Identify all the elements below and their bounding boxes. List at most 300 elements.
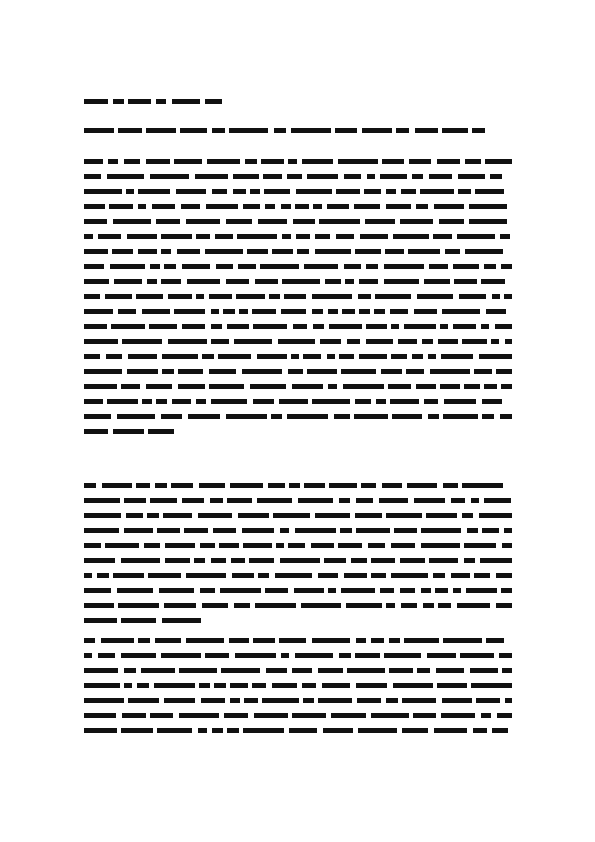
text-line: [84, 278, 512, 286]
illegible-word: [238, 513, 269, 518]
illegible-word: [235, 653, 276, 658]
illegible-word: [500, 414, 512, 419]
illegible-word: [271, 414, 282, 419]
illegible-word: [401, 603, 417, 608]
illegible-word: [150, 498, 177, 503]
illegible-word: [324, 558, 346, 563]
illegible-word: [423, 603, 434, 608]
illegible-word: [501, 588, 512, 593]
illegible-word: [269, 294, 280, 299]
illegible-word: [490, 174, 502, 179]
illegible-word: [236, 294, 265, 299]
illegible-word: [408, 249, 440, 254]
illegible-word: [433, 234, 452, 239]
illegible-word: [284, 294, 306, 299]
illegible-word: [295, 204, 309, 209]
illegible-word: [257, 498, 292, 503]
illegible-word: [391, 573, 428, 578]
illegible-word: [479, 354, 512, 359]
illegible-word: [496, 603, 512, 608]
illegible-word: [386, 698, 398, 703]
illegible-word: [364, 189, 381, 194]
illegible-word: [250, 189, 260, 194]
illegible-word: [84, 483, 96, 488]
illegible-word: [266, 668, 287, 673]
illegible-word: [216, 264, 233, 269]
illegible-word: [409, 159, 431, 164]
illegible-word: [182, 324, 205, 329]
illegible-word: [164, 264, 176, 269]
illegible-word: [247, 249, 268, 254]
illegible-word: [345, 279, 354, 284]
illegible-word: [434, 728, 467, 733]
illegible-word: [234, 339, 272, 344]
illegible-word: [380, 174, 407, 179]
illegible-word: [367, 174, 375, 179]
illegible-word: [105, 294, 132, 299]
illegible-word: [243, 543, 272, 548]
illegible-word: [105, 543, 139, 548]
illegible-word: [226, 219, 252, 224]
illegible-word: [263, 174, 282, 179]
illegible-word: [312, 638, 350, 643]
illegible-word: [278, 339, 315, 344]
illegible-word: [375, 294, 411, 299]
illegible-word: [110, 264, 145, 269]
illegible-word: [412, 174, 423, 179]
illegible-word: [250, 384, 286, 389]
illegible-word: [124, 159, 140, 164]
illegible-word: [421, 543, 460, 548]
illegible-word: [334, 414, 350, 419]
illegible-word: [84, 653, 92, 658]
illegible-word: [416, 204, 428, 209]
illegible-word: [155, 638, 181, 643]
illegible-word: [161, 414, 182, 419]
illegible-word: [162, 369, 174, 374]
illegible-word: [84, 618, 117, 623]
illegible-word: [279, 638, 306, 643]
illegible-word: [205, 249, 243, 254]
illegible-word: [230, 698, 240, 703]
illegible-word: [124, 668, 136, 673]
illegible-word: [84, 513, 121, 518]
illegible-word: [84, 399, 103, 404]
text-line: [84, 542, 512, 550]
illegible-word: [196, 234, 210, 239]
illegible-word: [329, 483, 357, 488]
illegible-word: [355, 653, 380, 658]
illegible-word: [148, 429, 174, 434]
illegible-word: [318, 668, 343, 673]
illegible-word: [453, 324, 476, 329]
illegible-word: [161, 279, 181, 284]
illegible-word: [482, 399, 502, 404]
illegible-word: [484, 498, 511, 503]
illegible-word: [282, 279, 320, 284]
title-line: [84, 98, 512, 106]
illegible-word: [84, 279, 109, 284]
illegible-word: [312, 294, 352, 299]
illegible-word: [304, 483, 325, 488]
illegible-word: [342, 309, 355, 314]
illegible-word: [254, 713, 288, 718]
illegible-word: [379, 498, 408, 503]
illegible-word: [272, 249, 293, 254]
illegible-word: [502, 668, 512, 673]
illegible-word: [226, 414, 267, 419]
illegible-word: [502, 543, 512, 548]
illegible-word: [282, 234, 291, 239]
illegible-word: [101, 638, 134, 643]
illegible-word: [207, 159, 240, 164]
illegible-word: [442, 128, 468, 133]
illegible-word: [339, 498, 350, 503]
illegible-word: [200, 588, 215, 593]
illegible-word: [98, 653, 115, 658]
illegible-word: [212, 189, 227, 194]
illegible-word: [355, 399, 371, 404]
illegible-word: [464, 384, 480, 389]
illegible-word: [84, 189, 122, 194]
illegible-word: [344, 573, 367, 578]
illegible-word: [124, 498, 146, 503]
illegible-word: [196, 399, 206, 404]
illegible-word: [398, 339, 417, 344]
illegible-word: [392, 414, 422, 419]
illegible-word: [273, 513, 310, 518]
illegible-word: [288, 159, 297, 164]
illegible-word: [168, 294, 192, 299]
illegible-word: [404, 638, 439, 643]
illegible-word: [391, 543, 415, 548]
illegible-word: [458, 174, 485, 179]
illegible-word: [390, 309, 408, 314]
illegible-word: [84, 558, 115, 563]
illegible-word: [437, 683, 467, 688]
illegible-word: [200, 543, 215, 548]
illegible-word: [147, 279, 157, 284]
illegible-word: [142, 399, 152, 404]
illegible-word: [346, 603, 382, 608]
illegible-word: [427, 653, 456, 658]
illegible-word: [404, 324, 436, 329]
illegible-word: [137, 683, 149, 688]
illegible-word: [184, 528, 208, 533]
illegible-word: [113, 573, 144, 578]
illegible-word: [361, 483, 376, 488]
illegible-word: [434, 204, 464, 209]
document-title: [84, 98, 512, 113]
illegible-word: [428, 354, 436, 359]
illegible-word: [414, 309, 437, 314]
illegible-word: [312, 309, 323, 314]
illegible-word: [187, 279, 220, 284]
illegible-word: [312, 399, 350, 404]
illegible-word: [429, 558, 458, 563]
illegible-word: [462, 339, 487, 344]
illegible-word: [98, 234, 121, 239]
illegible-word: [84, 588, 111, 593]
text-line: [84, 727, 512, 735]
illegible-word: [84, 638, 95, 643]
text-line: [84, 218, 512, 226]
illegible-word: [440, 384, 460, 389]
illegible-word: [84, 204, 105, 209]
illegible-word: [347, 339, 360, 344]
illegible-word: [295, 528, 336, 533]
illegible-word: [234, 603, 250, 608]
illegible-word: [457, 234, 495, 239]
illegible-word: [451, 498, 465, 503]
illegible-word: [437, 159, 460, 164]
illegible-word: [84, 384, 117, 389]
illegible-word: [142, 309, 170, 314]
illegible-word: [469, 219, 507, 224]
illegible-word: [138, 204, 146, 209]
illegible-word: [114, 279, 142, 284]
illegible-word: [371, 713, 409, 718]
illegible-word: [356, 528, 390, 533]
text-line: [84, 482, 512, 490]
illegible-word: [155, 483, 167, 488]
text-line: [84, 712, 512, 720]
illegible-word: [484, 384, 497, 389]
illegible-word: [162, 618, 201, 623]
illegible-word: [355, 249, 381, 254]
illegible-word: [212, 728, 223, 733]
illegible-word: [475, 189, 504, 194]
text-line: [84, 368, 512, 376]
illegible-word: [457, 603, 490, 608]
illegible-word: [343, 384, 384, 389]
illegible-word: [374, 309, 385, 314]
illegible-word: [466, 588, 497, 593]
illegible-word: [121, 558, 160, 563]
illegible-word: [84, 698, 124, 703]
illegible-word: [244, 698, 258, 703]
illegible-word: [391, 324, 399, 329]
illegible-word: [84, 159, 103, 164]
illegible-word: [362, 128, 392, 133]
illegible-word: [126, 513, 143, 518]
illegible-word: [394, 528, 417, 533]
illegible-word: [340, 528, 352, 533]
illegible-word: [384, 264, 424, 269]
illegible-word: [505, 698, 512, 703]
illegible-word: [198, 513, 232, 518]
illegible-word: [499, 653, 512, 658]
illegible-word: [292, 713, 326, 718]
illegible-word: [401, 189, 416, 194]
illegible-word: [84, 603, 114, 608]
illegible-word: [295, 653, 333, 658]
illegible-word: [127, 234, 157, 239]
illegible-word: [280, 558, 320, 563]
illegible-word: [443, 483, 458, 488]
illegible-word: [413, 713, 436, 718]
illegible-word: [161, 249, 171, 254]
illegible-word: [357, 698, 381, 703]
illegible-word: [209, 369, 236, 374]
illegible-word: [146, 159, 170, 164]
illegible-word: [293, 324, 307, 329]
text-line: [84, 353, 512, 361]
illegible-word: [224, 713, 248, 718]
illegible-word: [336, 189, 360, 194]
illegible-word: [288, 543, 305, 548]
illegible-word: [400, 219, 433, 224]
illegible-word: [402, 698, 436, 703]
illegible-word: [454, 279, 477, 284]
illegible-word: [389, 638, 400, 643]
text-line: [84, 203, 512, 211]
illegible-word: [84, 713, 116, 718]
illegible-word: [124, 683, 132, 688]
illegible-word: [209, 384, 244, 389]
illegible-word: [258, 573, 269, 578]
illegible-word: [186, 219, 220, 224]
illegible-word: [226, 279, 249, 284]
illegible-word: [296, 234, 310, 239]
illegible-word: [275, 573, 312, 578]
illegible-word: [232, 573, 254, 578]
illegible-word: [311, 543, 334, 548]
illegible-word: [199, 483, 225, 488]
illegible-word: [486, 638, 504, 643]
illegible-word: [327, 354, 335, 359]
illegible-word: [307, 174, 338, 179]
illegible-word: [421, 588, 431, 593]
illegible-word: [265, 588, 288, 593]
text-line: [84, 667, 512, 675]
illegible-word: [172, 399, 191, 404]
text-line: [84, 413, 512, 421]
illegible-word: [355, 513, 382, 518]
illegible-word: [470, 668, 498, 673]
illegible-word: [84, 668, 118, 673]
text-line: [84, 263, 512, 271]
illegible-word: [148, 573, 181, 578]
illegible-word: [298, 498, 333, 503]
illegible-word: [462, 483, 503, 488]
paragraph-3: [84, 637, 512, 742]
illegible-word: [301, 603, 341, 608]
illegible-word: [255, 279, 278, 284]
illegible-word: [420, 189, 454, 194]
illegible-word: [501, 384, 512, 389]
text-line: [84, 682, 512, 690]
illegible-word: [288, 369, 303, 374]
illegible-word: [136, 294, 163, 299]
illegible-word: [279, 399, 308, 404]
illegible-word: [229, 638, 249, 643]
illegible-word: [107, 399, 138, 404]
illegible-word: [174, 309, 205, 314]
illegible-word: [220, 588, 261, 593]
illegible-word: [322, 683, 350, 688]
illegible-word: [268, 483, 285, 488]
text-line: [84, 497, 512, 505]
illegible-word: [365, 219, 395, 224]
illegible-word: [121, 728, 153, 733]
illegible-word: [136, 483, 150, 488]
illegible-word: [444, 399, 476, 404]
illegible-word: [154, 683, 195, 688]
illegible-word: [328, 588, 336, 593]
illegible-word: [389, 668, 413, 673]
illegible-word: [144, 543, 160, 548]
illegible-word: [245, 159, 257, 164]
illegible-word: [386, 513, 422, 518]
illegible-word: [382, 159, 404, 164]
illegible-word: [500, 234, 510, 239]
illegible-word: [341, 588, 375, 593]
illegible-word: [318, 698, 352, 703]
illegible-word: [320, 339, 341, 344]
illegible-word: [138, 249, 157, 254]
illegible-word: [344, 264, 361, 269]
illegible-word: [118, 128, 142, 133]
illegible-word: [303, 698, 314, 703]
illegible-word: [202, 354, 214, 359]
illegible-word: [482, 528, 499, 533]
illegible-word: [253, 638, 275, 643]
illegible-word: [84, 683, 120, 688]
text-line: [84, 308, 512, 316]
illegible-word: [313, 324, 324, 329]
illegible-word: [156, 99, 166, 104]
illegible-word: [172, 99, 200, 104]
illegible-word: [214, 683, 226, 688]
illegible-word: [205, 99, 222, 104]
illegible-word: [188, 414, 220, 419]
illegible-word: [227, 498, 252, 503]
illegible-word: [84, 543, 101, 548]
text-line: [84, 512, 512, 520]
illegible-word: [315, 234, 330, 239]
illegible-word: [505, 339, 512, 344]
illegible-word: [441, 354, 473, 359]
illegible-word: [84, 99, 108, 104]
illegible-word: [159, 588, 194, 593]
illegible-word: [112, 249, 133, 254]
illegible-word: [84, 728, 117, 733]
illegible-word: [386, 204, 411, 209]
illegible-word: [84, 264, 104, 269]
illegible-word: [213, 528, 236, 533]
illegible-word: [162, 354, 198, 359]
illegible-word: [84, 354, 100, 359]
illegible-word: [198, 728, 207, 733]
illegible-word: [451, 573, 470, 578]
illegible-word: [422, 339, 433, 344]
illegible-word: [182, 498, 204, 503]
illegible-word: [206, 204, 238, 209]
text-line: [84, 617, 512, 625]
illegible-word: [380, 588, 394, 593]
illegible-word: [84, 429, 108, 434]
illegible-word: [179, 668, 217, 673]
illegible-word: [400, 558, 425, 563]
illegible-word: [196, 294, 204, 299]
illegible-word: [453, 588, 461, 593]
illegible-word: [156, 399, 167, 404]
illegible-word: [356, 683, 387, 688]
illegible-word: [128, 354, 157, 359]
illegible-word: [481, 279, 505, 284]
illegible-word: [211, 339, 229, 344]
